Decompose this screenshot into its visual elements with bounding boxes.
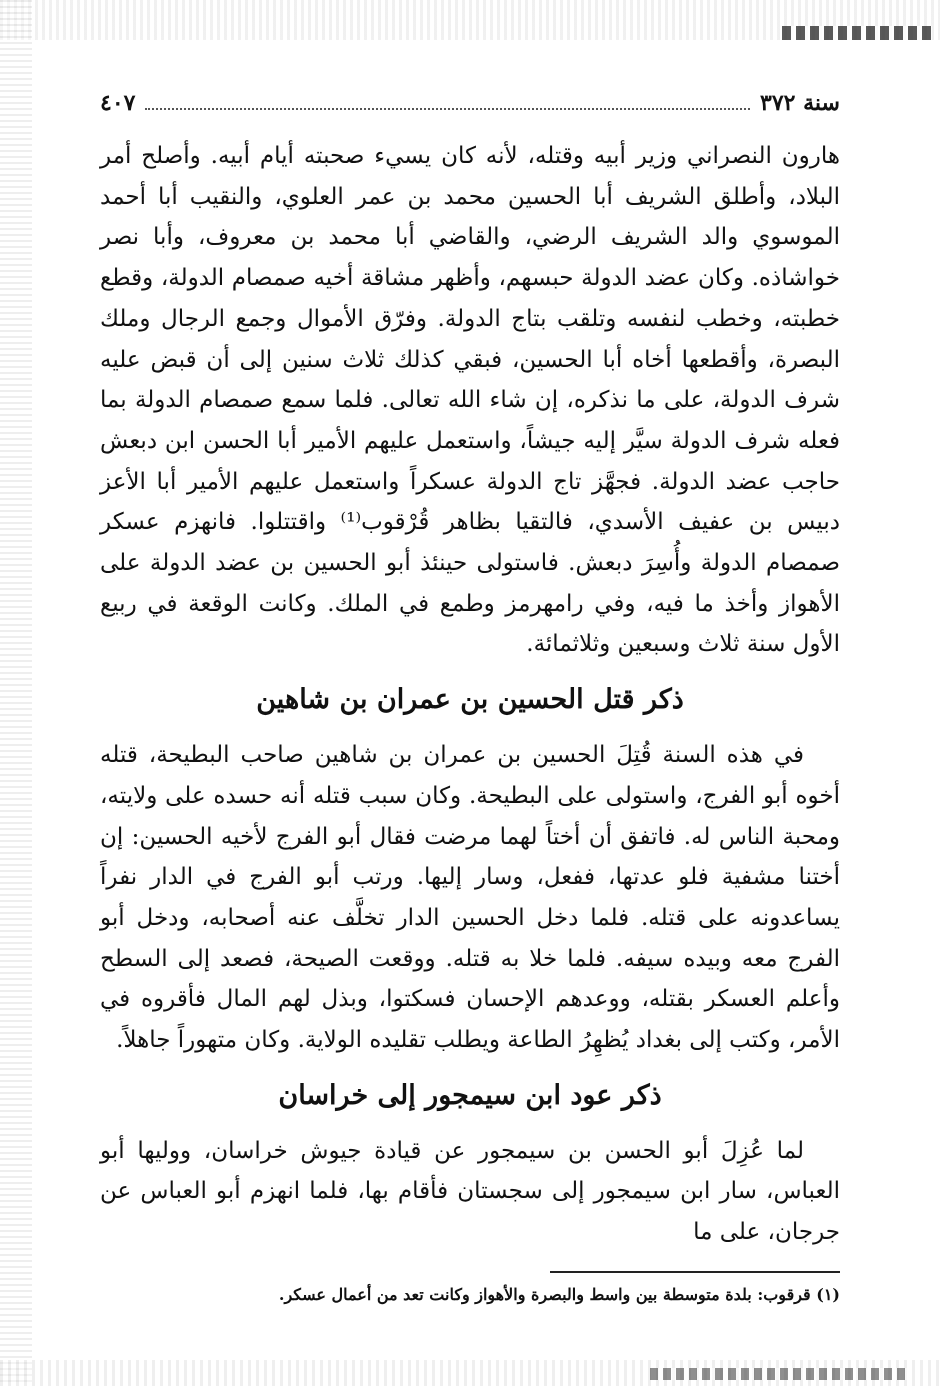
dotted-leader xyxy=(145,94,750,110)
page-border-left xyxy=(0,0,32,1386)
page-number: ٤٠٧ xyxy=(100,90,136,116)
paragraph-continuation: هارون النصراني وزير أبيه وقتله، لأنه كان يسيء صحبته أيام أبيه. وأصلح أمر البلاد، وأطلق الشريف أبا الحسين محمد بن عمر العلوي، والنقيب أبا أحمد الموسوي والد الشريف الرضي، والقاضي أبا محمد بن معروف، وأبا نصر خواشاذه. وكان عضد الدولة حبسهم، وأظهر مشاقة أخيه صمصام الدولة، وقطع خطبته، وخطب لنفسه وتلقب بتاج الدولة. وفرّق الأموال وجمع الرجال وملك البصرة، وأقطعها أخاه أبا الحسين، فبقي كذلك ثلاث سنين إلى أن قبض عليه شرف الدولة، على ما نذكره، إن شاء الله تعالى. فلما سمع صمصام الدولة بما فعله شرف الدولة سيَّر إليه جيشاً، واستعمل عليهم الأمير أبا الحسن ابن دبعش حاجب عضد الدولة. فجهَّز تاج الدولة عسكراً واستعمل عليهم الأمير أبا الأعز دبيس بن عفيف الأسدي، فالتقيا بظاهر قُرْقوب⁽¹⁾ واقتتلوا. فانهزم عسكر صمصام الدولة وأُسِرَ دبعش. فاستولى حينئذ أبو الحسين بن عضد الدولة على الأهواز وأخذ ما فيه، وفي رامهرمز وطمع في الملك. وكانت الوقعة في ربيع الأول سنة ثلاث وسبعين وثلاثمائة. xyxy=(100,143,840,658)
footnote: (١) قرقوب: بلدة متوسطة بين واسط والبصرة والأهواز وكانت تعد من أعمال عسكر. xyxy=(278,1284,840,1304)
section-1-text: في هذه السنة قُتِلَ الحسين بن عمران بن شاهين صاحب البطيحة، قتله أخوه أبو الفرج، واستولى على البطيحة. وكان سبب قتله أنه حسده على ولايته، ومحبة الناس له. فاتفق أن أختاً لهما مرضت فقال أبو الفرج لأخيه الحسين: إن أختنا مشفية فلو عدتها، ففعل، وسار إليها. ورتب أبو الفرج في الدار نفراً يساعدونه على قتله. فلما دخل الحسين الدار تخلَّف عنه أصحابه، ودخل أبو الفرج معه وبيده سيفه. فلما خلا به قتله. ووقعت الصيحة، فصعد إلى السطح وأعلم العسكر بقتله، ووعدهم الإحسان فسكتوا، وبذل لهم المال فأقروه في الأمر، وكتب إلى بغداد يُظهِرُ الطاعة ويطلب تقليده الولاية. وكان متهوراً جاهلاً. xyxy=(100,742,840,1054)
section-title: سنة ٣٧٢ xyxy=(760,90,840,116)
ornament-border-bottom xyxy=(650,1368,910,1380)
section-heading-2: ذكر عود ابن سيمجور إلى خراسان xyxy=(278,1079,662,1111)
book-page xyxy=(100,90,840,1307)
section-heading-1: ذكر قتل الحسين بن عمران بن شاهين xyxy=(256,684,684,716)
footnote-rule xyxy=(550,1271,840,1273)
running-header xyxy=(100,90,840,136)
ornament-border-top xyxy=(782,26,932,40)
section-2-text: لما عُزِلَ أبو الحسن بن سيمجور عن قيادة جيوش خراسان، ووليها أبو العباس، سار ابن سيمجور إلى سجستان فأقام بها، فلما انهزم أبو العباس عن جرجان، على ما xyxy=(100,1137,840,1246)
